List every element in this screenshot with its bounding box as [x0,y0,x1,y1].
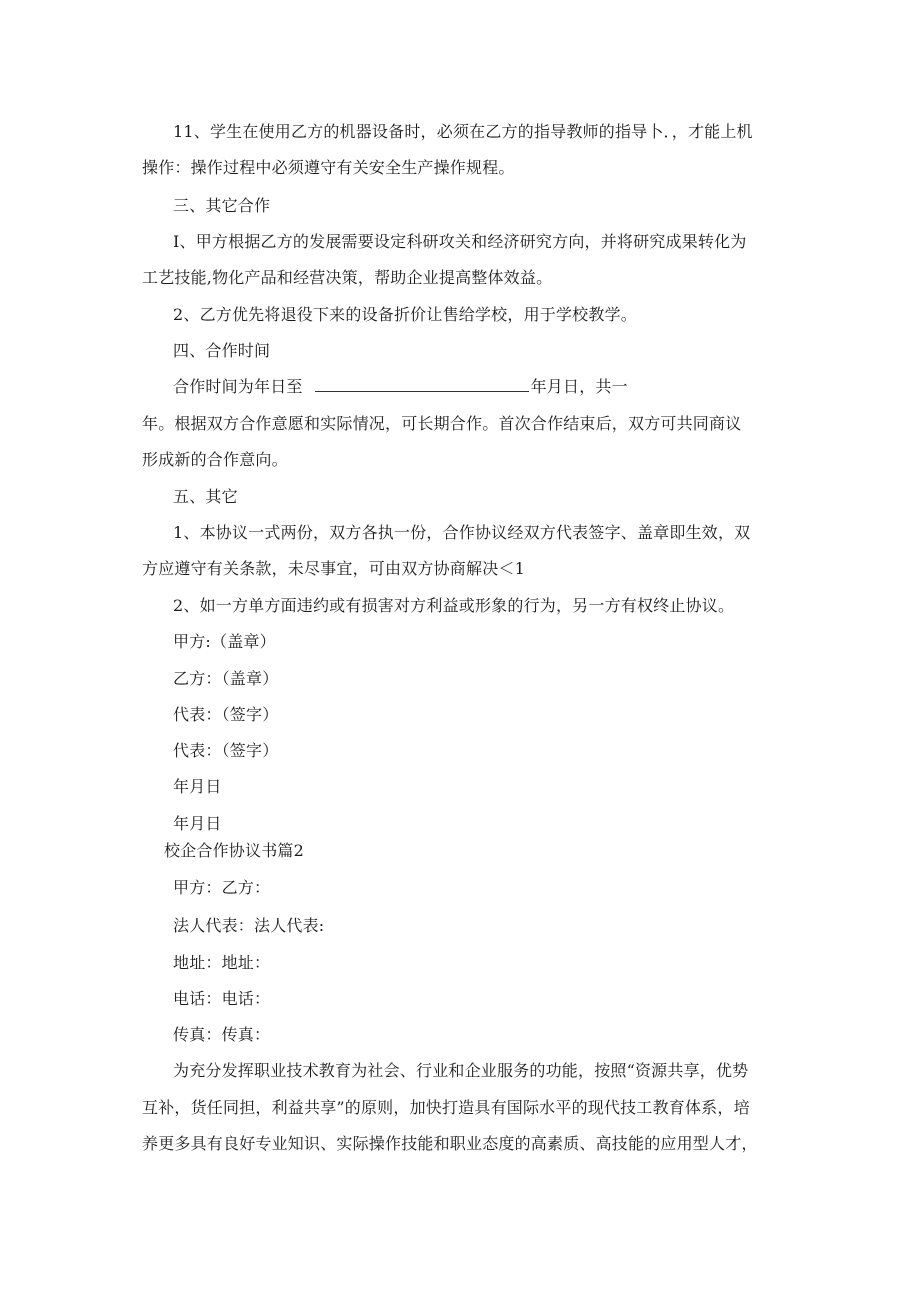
paragraph-3-1-line-2: 工艺技能,物化产品和经营决策，帮助企业提高整体效益。 [142,268,553,287]
paragraph-11-line-2: 操作：操作过程中必须遵守有关安全生产操作规程。 [142,158,515,177]
cooperation-period-end-text: 年月日，共一 [530,377,628,396]
intro-line-3: 养更多具有良好专业知识、实际操作技能和职业态度的高素质、高技能的应用型人才， [142,1134,758,1153]
header-fax: 传真：传真： [173,1025,271,1044]
signature-date-2: 年月日 [173,814,222,833]
signature-representative-1: 代表：（签字） [173,705,279,724]
signature-date-1: 年月日 [173,777,222,796]
signature-party-a: 甲方:（盖章） [173,632,276,651]
paragraph-5-1-line-2: 方应遵守有关条款，未尽事宜，可由双方协商解决＜1 [142,559,525,578]
intro-line-2: 互补，货任同担，利益共享”的原则，加快打造具有国际水平的现代技工教育体系，培 [142,1098,750,1117]
section-5-heading: 五、其它 [173,487,238,506]
signature-representative-2: 代表：（签字） [173,741,279,760]
cooperation-period-start-text: 合作时间为年日至 [173,377,303,396]
header-address: 地址：地址： [173,953,271,972]
paragraph-3-1-line-1: I、甲方根据乙方的发展需要设定科研攻关和经济研究方向，并将研究成果转化为 [173,232,747,251]
header-phone: 电话：电话： [173,989,271,1008]
paragraph-5-2: 2、如一方单方面违约或有损害对方利益或形象的行为，另一方有权终止协议。 [173,596,735,615]
section-4-heading: 四、合作时间 [173,341,271,360]
fill-in-blank [315,377,529,392]
paragraph-4-line-2: 年。根据双方合作意愿和实际情况，可长期合作。首次合作结束后，双方可共同商议 [142,414,742,433]
agreement-2-title: 校企合作协议书篇2 [164,841,304,860]
intro-line-1: 为充分发挥职业技术教育为社会、行业和企业服务的功能，按照“资源共享，优势 [173,1061,749,1080]
paragraph-4-line-1 [173,376,628,398]
signature-party-b: 乙方：（盖章） [173,669,279,688]
header-legal-representative: 法人代表：法人代表: [173,916,325,935]
paragraph-3-2: 2、乙方优先将退役下来的设备折价让售给学校，用于学校教学。 [173,305,637,324]
paragraph-4-line-3: 形成新的合作意向。 [142,450,288,469]
paragraph-5-1-line-1: 1、本协议一式两份，双方各执一份，合作协议经双方代表签字、盖章即生效，双 [173,523,751,542]
paragraph-11-line-1: 11、学生在使用乙方的机器设备时，必须在乙方的指导教师的指导卜．，才能上机 [173,122,753,141]
section-3-heading: 三、其它合作 [173,196,271,215]
header-parties: 甲方：乙方： [173,878,271,897]
